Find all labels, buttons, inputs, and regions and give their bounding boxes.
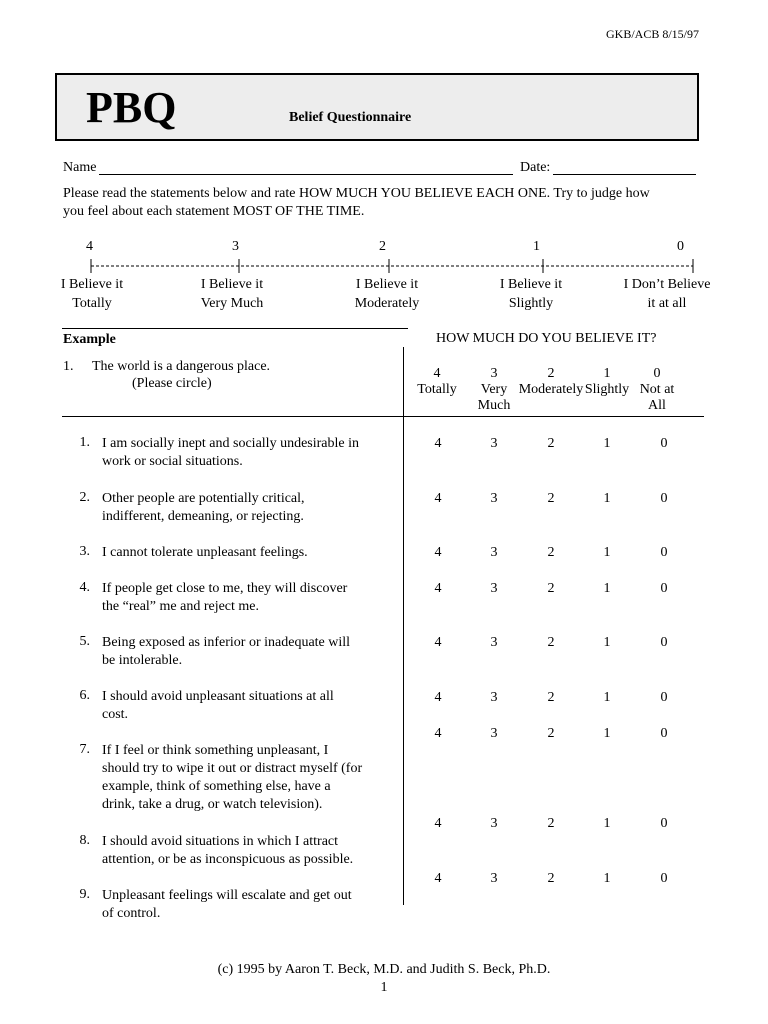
item-statement-line: be intolerable. bbox=[102, 653, 183, 668]
item-statement-line: drink, take a drug, or watch television). bbox=[102, 797, 323, 812]
scale-label-moderately bbox=[342, 275, 432, 313]
rating-option[interactable]: 2 bbox=[547, 436, 555, 451]
rating-option[interactable]: 1 bbox=[603, 545, 611, 560]
rating-header-moderately bbox=[511, 366, 591, 398]
copyright: (c) 1995 by Aaron T. Beck, M.D. and Judith S. Beck, Ph.D. bbox=[217, 962, 551, 977]
rating-option[interactable]: 3 bbox=[490, 816, 498, 831]
rating-header-number: 2 bbox=[547, 366, 555, 381]
item-statement bbox=[102, 887, 392, 923]
item-statement bbox=[102, 833, 392, 869]
rating-option[interactable]: 3 bbox=[490, 581, 498, 596]
scale-label-slightly bbox=[491, 275, 571, 313]
item-statement-line: indifferent, demeaning, or rejecting. bbox=[102, 509, 304, 524]
scale-label-very-much bbox=[192, 275, 272, 313]
rating-header-slightly bbox=[582, 366, 632, 398]
rating-option[interactable]: 3 bbox=[490, 491, 498, 506]
rating-option[interactable]: 4 bbox=[434, 816, 442, 831]
item-number: 3. bbox=[79, 544, 90, 559]
rating-option[interactable]: 3 bbox=[490, 545, 498, 560]
example-top-rule bbox=[62, 328, 408, 329]
rating-header-label: Much bbox=[477, 398, 511, 413]
rating-option[interactable]: 4 bbox=[434, 581, 442, 596]
rating-option[interactable]: 1 bbox=[603, 726, 611, 741]
rating-option[interactable]: 1 bbox=[603, 635, 611, 650]
scale-label-line: I Believe it bbox=[355, 277, 419, 292]
header-bottom-rule bbox=[62, 416, 704, 417]
column-divider bbox=[403, 347, 404, 905]
scale-number: 0 bbox=[677, 239, 684, 254]
rating-option[interactable]: 2 bbox=[547, 726, 555, 741]
rating-option[interactable]: 1 bbox=[603, 581, 611, 596]
example-note: (Please circle) bbox=[132, 376, 212, 391]
scale-label-line: it at all bbox=[647, 296, 687, 311]
rating-option[interactable]: 2 bbox=[547, 581, 555, 596]
item-statement bbox=[102, 490, 392, 526]
example-heading: Example bbox=[63, 332, 116, 347]
rating-header-label: Not at bbox=[639, 382, 675, 397]
document-code: GKB/ACB 8/15/97 bbox=[606, 27, 700, 41]
rating-option[interactable]: 2 bbox=[547, 871, 555, 886]
item-statement-line: I am socially inept and socially undesirable in bbox=[102, 436, 359, 451]
rating-option[interactable]: 0 bbox=[660, 871, 668, 886]
rating-header-number: 1 bbox=[603, 366, 611, 381]
item-statement-line: attention, or be as inconspicuous as possible. bbox=[102, 852, 354, 867]
scale-label-line: Very Much bbox=[200, 296, 264, 311]
rating-option[interactable]: 4 bbox=[434, 690, 442, 705]
rating-option[interactable]: 2 bbox=[547, 491, 555, 506]
item-statement-line: If people get close to me, they will discover bbox=[102, 581, 348, 596]
rating-option[interactable]: 2 bbox=[547, 690, 555, 705]
rating-option[interactable]: 0 bbox=[660, 690, 668, 705]
item-number: 2. bbox=[79, 490, 90, 505]
rating-option[interactable]: 1 bbox=[603, 816, 611, 831]
item-statement bbox=[102, 742, 392, 814]
rating-option[interactable]: 3 bbox=[490, 635, 498, 650]
rating-option[interactable]: 4 bbox=[434, 635, 442, 650]
item-statement-line: work or social situations. bbox=[102, 454, 243, 469]
scale-label-line: I Believe it bbox=[200, 277, 264, 292]
item-statement-line: of control. bbox=[102, 906, 161, 921]
page-title: PBQ bbox=[86, 83, 177, 132]
page-subtitle: Belief Questionnaire bbox=[289, 110, 412, 125]
rating-header-label: Slightly bbox=[584, 382, 630, 397]
rating-option[interactable]: 0 bbox=[660, 436, 668, 451]
item-number: 6. bbox=[79, 688, 90, 703]
rating-option[interactable]: 4 bbox=[434, 871, 442, 886]
rating-option[interactable]: 3 bbox=[490, 690, 498, 705]
rating-option[interactable]: 0 bbox=[660, 726, 668, 741]
scale-number: 2 bbox=[379, 239, 386, 254]
rating-option[interactable]: 0 bbox=[660, 816, 668, 831]
page-number: 1 bbox=[380, 980, 388, 995]
item-statement-line: I should avoid situations in which I attract bbox=[102, 834, 339, 849]
rating-header-label: All bbox=[648, 398, 666, 413]
rating-header-label: Very bbox=[480, 382, 508, 397]
item-statement-line: If I feel or think something unpleasant, I bbox=[102, 743, 329, 758]
rating-option[interactable]: 3 bbox=[490, 436, 498, 451]
rating-option[interactable]: 1 bbox=[603, 436, 611, 451]
rating-option[interactable]: 0 bbox=[660, 635, 668, 650]
item-statement-line: cost. bbox=[102, 707, 129, 722]
item-statement-line: Unpleasant feelings will escalate and get out bbox=[102, 888, 352, 903]
scale-number: 4 bbox=[86, 239, 93, 254]
rating-header-label: Totally bbox=[417, 382, 457, 397]
item-statement-line: I should avoid unpleasant situations at all bbox=[102, 689, 334, 704]
scale-label-not-at-all bbox=[617, 275, 717, 313]
name-label: Name bbox=[63, 160, 97, 175]
date-label: Date: bbox=[520, 160, 551, 175]
example-statement: The world is a dangerous place. bbox=[92, 359, 271, 374]
rating-option[interactable]: 3 bbox=[490, 726, 498, 741]
item-statement bbox=[102, 688, 392, 724]
scale-number: 1 bbox=[533, 239, 540, 254]
rating-option[interactable]: 4 bbox=[434, 436, 442, 451]
rating-option[interactable]: 4 bbox=[434, 491, 442, 506]
item-statement-line: the “real” me and reject me. bbox=[102, 599, 260, 614]
rating-option[interactable]: 0 bbox=[660, 581, 668, 596]
rating-option[interactable]: 3 bbox=[490, 871, 498, 886]
rating-header-number: 0 bbox=[653, 366, 661, 381]
item-number: 9. bbox=[79, 887, 90, 902]
rating-option[interactable]: 0 bbox=[660, 545, 668, 560]
scale-line bbox=[0, 0, 768, 290]
scale-label-line: I Believe it bbox=[499, 277, 563, 292]
item-statement bbox=[102, 435, 392, 471]
item-number: 8. bbox=[79, 833, 90, 848]
rating-option[interactable]: 2 bbox=[547, 816, 555, 831]
item-number: 4. bbox=[79, 580, 90, 595]
rating-question: HOW MUCH DO YOU BELIEVE IT? bbox=[436, 331, 657, 346]
example-number: 1. bbox=[63, 359, 74, 374]
item-statement bbox=[102, 544, 392, 562]
rating-header-totally bbox=[412, 366, 462, 398]
scale-label-line: I Don’t Believe bbox=[623, 277, 711, 292]
instructions-line-1: Please read the statements below and rate HOW MUCH YOU BELIEVE EACH ONE. Try to judge how bbox=[63, 186, 650, 201]
rating-header-not-at-all bbox=[632, 366, 682, 414]
rating-option[interactable]: 1 bbox=[603, 690, 611, 705]
item-statement bbox=[102, 634, 392, 670]
rating-option[interactable]: 2 bbox=[547, 545, 555, 560]
item-number: 1. bbox=[79, 435, 90, 450]
item-statement-line: should try to wipe it out or distract myself (for bbox=[102, 761, 363, 776]
scale-label-line: Totally bbox=[72, 296, 112, 311]
item-number: 7. bbox=[79, 742, 90, 757]
instructions-line-2: you feel about each statement MOST OF THE TIME. bbox=[63, 204, 365, 219]
item-statement-line: Other people are potentially critical, bbox=[102, 491, 305, 506]
rating-header-label: Moderately bbox=[518, 382, 584, 397]
rating-option[interactable]: 0 bbox=[660, 491, 668, 506]
scale-label-line: Moderately bbox=[354, 296, 420, 311]
rating-option[interactable]: 4 bbox=[434, 726, 442, 741]
rating-option[interactable]: 4 bbox=[434, 545, 442, 560]
rating-option[interactable]: 2 bbox=[547, 635, 555, 650]
item-statement-line: I cannot tolerate unpleasant feelings. bbox=[102, 545, 308, 560]
rating-header-number: 3 bbox=[490, 366, 498, 381]
rating-option[interactable]: 1 bbox=[603, 871, 611, 886]
scale-number: 3 bbox=[232, 239, 239, 254]
rating-option[interactable]: 1 bbox=[603, 491, 611, 506]
scale-label-line: Slightly bbox=[508, 296, 554, 311]
scale-label-totally bbox=[52, 275, 132, 313]
item-statement-line: Being exposed as inferior or inadequate will bbox=[102, 635, 351, 650]
scale-label-line: I Believe it bbox=[60, 277, 124, 292]
rating-header-number: 4 bbox=[433, 366, 441, 381]
item-statement-line: example, think of something else, have a bbox=[102, 779, 331, 794]
item-statement bbox=[102, 580, 392, 616]
item-number: 5. bbox=[79, 634, 90, 649]
